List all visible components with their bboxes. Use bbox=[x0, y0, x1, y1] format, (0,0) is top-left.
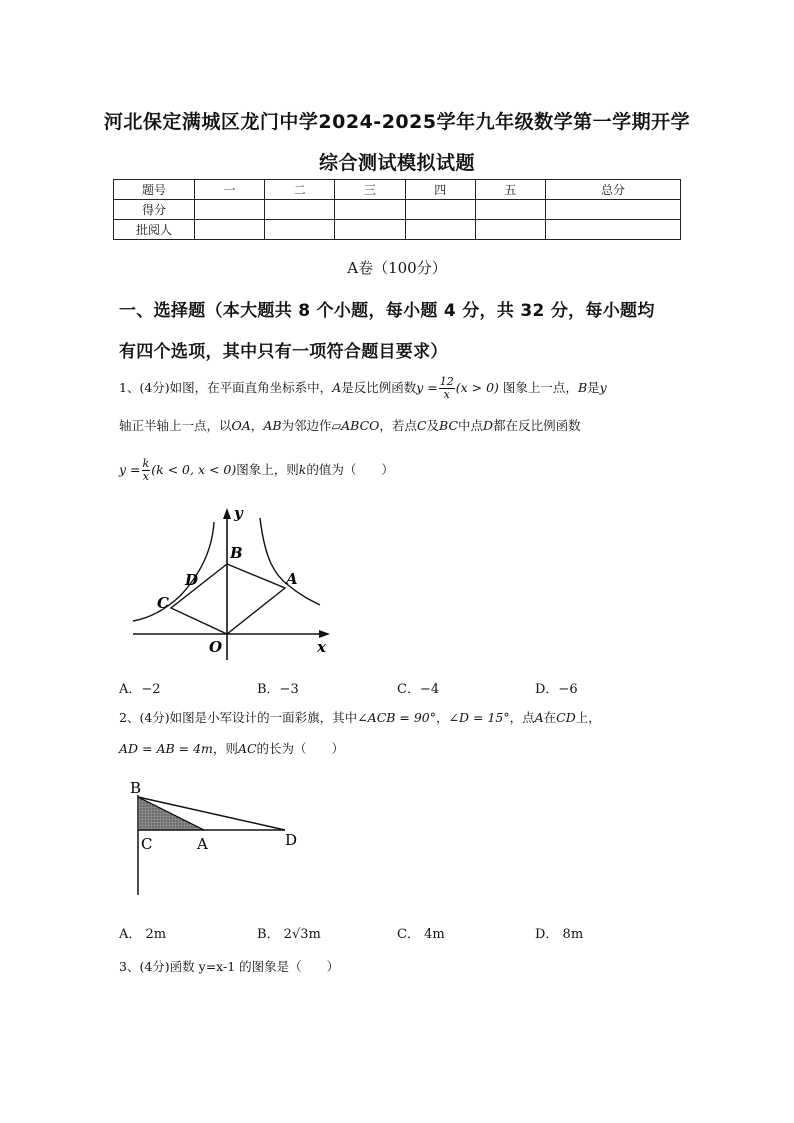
q2-text: ， bbox=[436, 710, 449, 725]
table-header-cell: 二 bbox=[265, 180, 335, 200]
q1-text: 是 bbox=[587, 380, 600, 395]
reviewer-cell[interactable] bbox=[335, 220, 405, 240]
reviewer-cell[interactable] bbox=[195, 220, 265, 240]
angle-D: ∠D = 15° bbox=[448, 710, 510, 725]
y-axis-arrow bbox=[223, 508, 231, 519]
q1-option-d[interactable]: D．−6 bbox=[535, 682, 578, 697]
q1-line3 bbox=[119, 458, 394, 483]
table-header-cell: 题号 bbox=[114, 180, 195, 200]
q1-line1 bbox=[119, 376, 607, 401]
var-D: D bbox=[483, 418, 494, 433]
q2-number: 2、(4分) bbox=[119, 710, 170, 725]
score-table bbox=[113, 179, 681, 240]
func-condition: (x > 0) bbox=[455, 380, 499, 395]
q1-line2 bbox=[119, 418, 581, 434]
reviewer-cell[interactable] bbox=[475, 220, 545, 240]
var-AC: AC bbox=[237, 741, 257, 756]
q1-number: 1、(4分) bbox=[119, 380, 170, 395]
q1-option-b[interactable]: B．−3 bbox=[257, 682, 299, 697]
label-D: D bbox=[185, 571, 199, 589]
q3-text: 函数 y=x-1 的图象是（ ） bbox=[169, 959, 340, 974]
table-row bbox=[114, 200, 681, 220]
q1-figure bbox=[125, 500, 340, 665]
fraction-denominator: x bbox=[443, 388, 450, 401]
label-x: x bbox=[317, 638, 326, 656]
fraction-denominator: x bbox=[142, 470, 149, 483]
var-y: y bbox=[599, 380, 607, 395]
var-BC: BC bbox=[439, 418, 459, 433]
q1-text: 的值为（ ） bbox=[306, 462, 394, 477]
var-A: A bbox=[332, 380, 342, 395]
fraction-12-over-x bbox=[439, 376, 455, 401]
label-A: A bbox=[286, 570, 298, 588]
score-cell[interactable] bbox=[546, 200, 681, 220]
q2-text: 如图是小军设计的一面彩旗，其中 bbox=[169, 710, 358, 725]
angle-ACB: ∠ACB = 90° bbox=[357, 710, 437, 725]
exam-title-line1: 河北保定满城区龙门中学2024-2025学年九年级数学第一学期开学 bbox=[103, 111, 691, 133]
q1-text: ， bbox=[250, 418, 264, 433]
score-cell[interactable] bbox=[265, 200, 335, 220]
fraction-numerator: 12 bbox=[439, 375, 454, 388]
q1-text: 图象上一点， bbox=[502, 380, 578, 395]
hyperbola-right-branch bbox=[260, 518, 320, 605]
table-header-cell: 总分 bbox=[546, 180, 681, 200]
q2-text: ，点 bbox=[509, 710, 535, 725]
q1-text: ，若点 bbox=[379, 418, 417, 433]
q1-text: 中点 bbox=[458, 418, 484, 433]
q2-option-b[interactable]: B． 2√3m bbox=[257, 927, 321, 942]
q1-text: 为邻边作 bbox=[281, 418, 332, 433]
q1-option-a[interactable]: A．−2 bbox=[119, 682, 161, 697]
label-C: C bbox=[141, 835, 153, 853]
q1-text: 轴正半轴上一点，以 bbox=[119, 418, 232, 433]
var-A: A bbox=[534, 710, 544, 725]
var-C: C bbox=[416, 418, 427, 433]
label-D: D bbox=[285, 831, 298, 849]
func-condition: (k < 0, x < 0) bbox=[151, 462, 237, 477]
q2-option-a[interactable]: A． 2m bbox=[119, 927, 167, 942]
q2-option-c[interactable]: C． 4m bbox=[397, 927, 445, 942]
score-cell[interactable] bbox=[405, 200, 475, 220]
q2-text: 上， bbox=[575, 710, 601, 725]
table-header-cell: 三 bbox=[335, 180, 405, 200]
q3-line1 bbox=[119, 959, 339, 975]
label-B: B bbox=[230, 544, 243, 562]
x-axis-arrow bbox=[319, 630, 330, 638]
table-header-cell: 一 bbox=[195, 180, 265, 200]
q2-figure bbox=[125, 775, 315, 900]
func-lhs: y = bbox=[119, 462, 141, 477]
var-k: k bbox=[298, 462, 307, 477]
q3-number: 3、(4分) bbox=[119, 959, 170, 974]
q2-option-d[interactable]: D． 8m bbox=[535, 927, 584, 942]
table-header-cell: 五 bbox=[475, 180, 545, 200]
fraction-numerator: k bbox=[142, 457, 150, 470]
q1-text: 图象上，则 bbox=[236, 462, 299, 477]
q1-option-c[interactable]: C．−4 bbox=[397, 682, 440, 697]
section-a-title: A卷（100分） bbox=[347, 259, 447, 277]
q2-text: 的长为（ ） bbox=[256, 741, 345, 756]
q2-line1 bbox=[119, 710, 601, 726]
q2-text: ，则 bbox=[212, 741, 238, 756]
label-B: B bbox=[130, 779, 142, 797]
part1-heading-line1: 一、选择题（本大题共 8 个小题，每小题 4 分，共 32 分，每小题均 bbox=[119, 301, 655, 321]
q2-line2 bbox=[119, 741, 344, 757]
var-AB: AB bbox=[263, 418, 282, 433]
fraction-k-over-x bbox=[142, 458, 151, 483]
parallelogram-ABCO: ▱ABCO bbox=[331, 418, 380, 433]
label-C: C bbox=[157, 594, 169, 612]
score-cell[interactable] bbox=[335, 200, 405, 220]
label-A: A bbox=[197, 835, 208, 853]
q1-text: 是反比例函数 bbox=[341, 380, 417, 395]
q1-text: 都在反比例函数 bbox=[493, 418, 581, 433]
var-B: B bbox=[577, 380, 588, 395]
q1-text: 如图，在平面直角坐标系中， bbox=[169, 380, 333, 395]
score-cell[interactable] bbox=[195, 200, 265, 220]
var-OA: OA bbox=[231, 418, 251, 433]
label-y: y bbox=[234, 504, 243, 522]
reviewer-cell[interactable] bbox=[546, 220, 681, 240]
reviewer-cell[interactable] bbox=[405, 220, 475, 240]
func-lhs: y = bbox=[416, 380, 438, 395]
table-row bbox=[114, 220, 681, 240]
q1-text: 及 bbox=[426, 418, 440, 433]
table-header-cell: 四 bbox=[405, 180, 475, 200]
var-CD: CD bbox=[556, 710, 576, 725]
table-header-row bbox=[114, 180, 681, 200]
equation-AD-AB: AD = AB = 4m bbox=[119, 741, 213, 756]
exam-title-line2: 综合测试模拟试题 bbox=[318, 152, 475, 174]
part1-heading-line2: 有四个选项，其中只有一项符合题目要求） bbox=[119, 342, 448, 362]
row-label: 得分 bbox=[114, 200, 195, 220]
q2-text: 在 bbox=[543, 710, 557, 725]
reviewer-cell[interactable] bbox=[265, 220, 335, 240]
row-label: 批阅人 bbox=[114, 220, 195, 240]
label-O: O bbox=[209, 638, 223, 656]
score-cell[interactable] bbox=[475, 200, 545, 220]
